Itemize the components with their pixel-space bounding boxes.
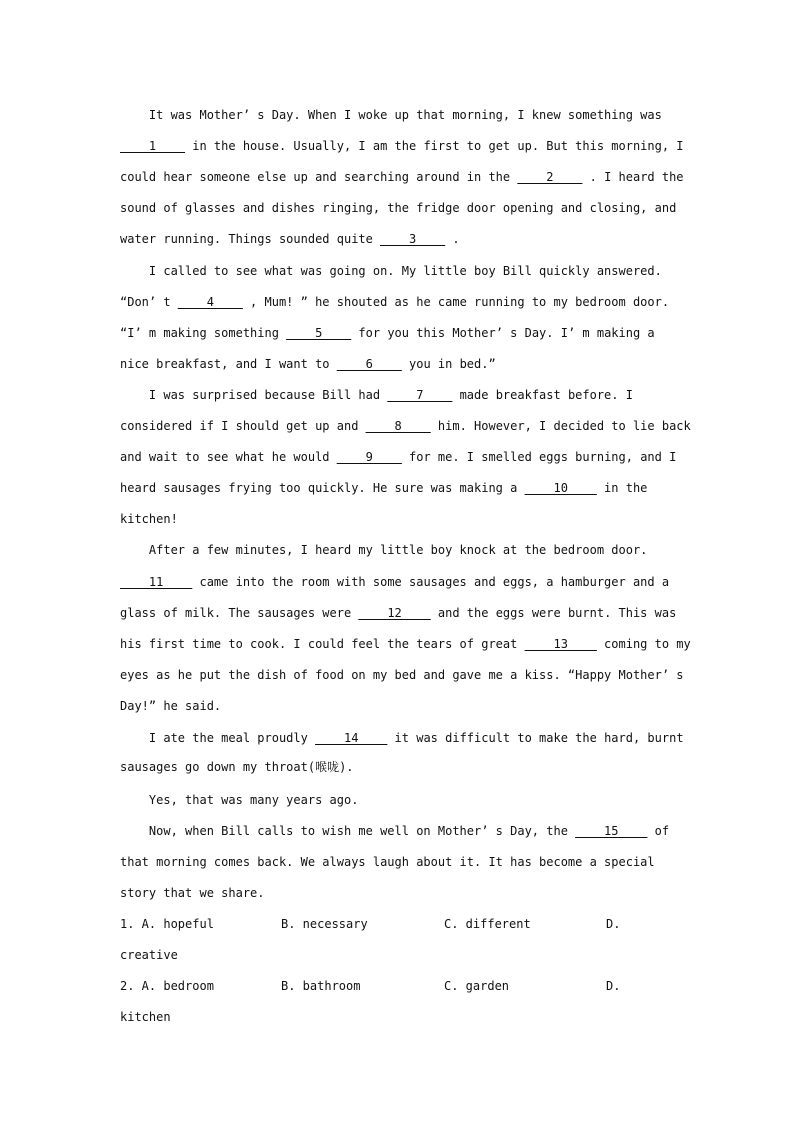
passage-text: I called to see what was going on. My little boy Bill quickly answered. [120,264,662,278]
passage-line [120,792,358,808]
passage-line [120,263,662,279]
passage-line [120,605,676,621]
passage-line [120,325,655,341]
passage-text: sound of glasses and dishes ringing, the fridge door opening and closing, and [120,201,677,215]
passage-text: considered if I should get up and [120,419,366,433]
passage-text: for you this Mother’ s Day. I’ m making a [351,326,655,340]
passage-text: kitchen! [120,512,178,526]
option-c: C. different [444,917,531,931]
passage-line [120,138,684,154]
answer-blank: ____13____ [524,637,597,651]
passage-text: “I’ m making something [120,326,287,340]
answer-blank: ____15____ [575,824,648,838]
passage-line [120,574,669,590]
passage-line [120,107,662,123]
passage-line [120,200,676,216]
passage-line [120,356,496,372]
passage-text: It was Mother’ s Day. When I woke up that morning, I knew something was [120,108,662,122]
passage-text: for me. I smelled eggs burning, and I [401,450,677,464]
passage-text: made breakfast before. I [452,388,633,402]
option-d: D. [606,917,621,931]
passage-text: I was surprised because Bill had [120,388,388,402]
passage-line [120,759,354,775]
passage-text: Day!” he said. [120,699,222,713]
answer-blank: ____14____ [315,731,388,745]
passage-text: , Mum! ” he shouted as he came running to my bedroom door. [242,295,670,309]
answer-blank: ____6____ [336,357,402,371]
option-d-continued: kitchen [120,1010,171,1024]
passage-line [120,294,669,310]
passage-line [120,854,655,870]
passage-text: could hear someone else up and searching around in the [120,170,518,184]
passage-line [120,885,265,901]
passage-text: After a few minutes, I heard my little boy knock at the bedroom door. [120,543,648,557]
passage-text: water running. Things sounded quite [120,232,381,246]
option-b: B. bathroom [281,979,361,993]
passage-text: him. However, I decided to lie back [430,419,691,433]
passage-text: sausages go down my throat(喉咙). [120,760,354,774]
answer-blank: ____5____ [286,326,352,340]
answer-blank: ____10____ [524,481,597,495]
passage-line [120,823,669,839]
option-c: C. garden [444,979,510,993]
passage-line [120,636,691,652]
answer-blank: ____4____ [177,295,243,309]
passage-line [120,387,633,403]
passage-text: story that we share. [120,886,265,900]
answer-blank: ____3____ [380,232,446,246]
answer-blank: ____9____ [336,450,402,464]
answer-blank: ____11____ [120,575,193,589]
passage-text: came into the room with some sausages and eggs, a hamburger and a [192,575,670,589]
option-d-continued: creative [120,948,178,962]
option-b: B. necessary [281,917,368,931]
passage-text: eyes as he put the dish of food on my bed and gave me a kiss. “Happy Mother’ s [120,668,684,682]
answer-blank: ____12____ [358,606,431,620]
passage-line [120,698,221,714]
passage-line [120,480,647,496]
passage-text: . I heard the [582,170,684,184]
passage-line [120,730,684,746]
passage-line [120,418,691,434]
passage-text: in the house. Usually, I am the first to get up. But this morning, I [185,139,684,153]
passage-line [120,542,647,558]
passage-text: . [445,232,460,246]
passage-text: coming to my [596,637,691,651]
passage-text: nice breakfast, and I want to [120,357,337,371]
option-a: 1. A. hopeful [120,917,214,931]
passage-text: I ate the meal proudly [120,731,316,745]
passage-text: that morning comes back. We always laugh about it. It has become a special [120,855,655,869]
option-a: 2. A. bedroom [120,979,214,993]
passage-line [120,449,676,465]
passage-text: of [647,824,670,838]
passage-line [120,169,684,185]
passage-text: Now, when Bill calls to wish me well on Mother’ s Day, the [120,824,576,838]
passage-text: Yes, that was many years ago. [120,793,359,807]
passage-line [120,511,178,527]
passage-text: and the eggs were burnt. This was [430,606,677,620]
answer-blank: ____8____ [365,419,431,433]
passage-text: his first time to cook. I could feel the tears of great [120,637,525,651]
passage-text: in the [596,481,648,495]
answer-blank: ____2____ [517,170,583,184]
passage-text: you in bed.” [401,357,496,371]
passage-text: glass of milk. The sausages were [120,606,359,620]
option-d: D. [606,979,621,993]
passage-text: it was difficult to make the hard, burnt [387,731,684,745]
passage-text: and wait to see what he would [120,450,337,464]
passage-line [120,667,684,683]
passage-text: heard sausages frying too quickly. He sure was making a [120,481,525,495]
answer-blank: ____7____ [387,388,453,402]
passage-line [120,231,460,247]
passage-text: “Don’ t [120,295,178,309]
answer-blank: ____1____ [120,139,186,153]
